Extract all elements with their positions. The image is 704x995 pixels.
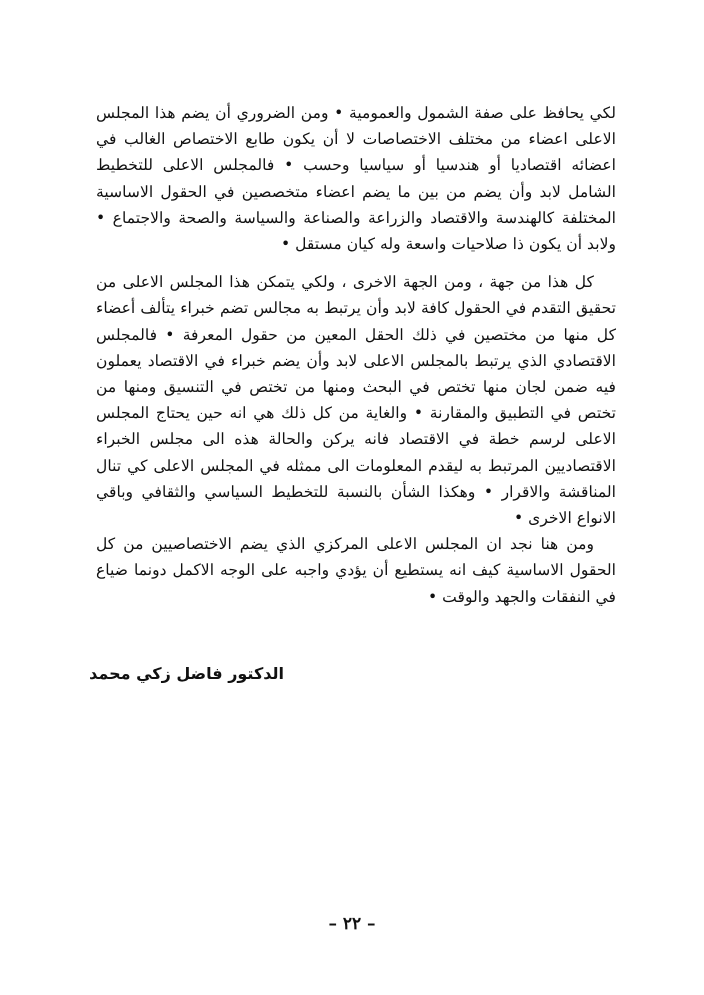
page-number: – ٢٢ – — [328, 914, 376, 934]
author-signature: الدكتور فاضل زكي محمد — [89, 664, 284, 683]
paragraph-2: كل هذا من جهة ، ومن الجهة الاخرى ، ولكي يتمكن هذا المجلس الاعلى من تحقيق التقدم في الحقول كافة لابد وأن يرتبط به مجالس تضم خبراء يتألف أعضاء كل منها من مختصين في ذلك الحقل المعين من حقول المعرفة • فالمجلس الاقتصادي الذي يرتبط بالمجلس الاعلى لابد وأن يضم خبراء في الاقتصاد يعملون فيه ضمن لجان منها تختص في البحث ومنها من تختص في التنسيق ومنها من تختص في التطبيق والمقارنة • والغاية من كل ذلك هي انه حين يحتاج المجلس الاعلى لرسم خطة في الاقتصاد فانه يركن والحالة هذه الى مجلس الخبراء الاقتصاديين المرتبط به ليقدم المعلومات الى ممثله في المجلس الاعلى كي تنال المناقشة والاقرار • وهكذا الشأن بالنسبة للتخطيط السياسي والثقافي وباقي الانواع الاخرى • — [96, 273, 616, 528]
paragraph-1: لكي يحافظ على صفة الشمول والعمومية • ومن الضروري أن يضم هذا المجلس الاعلى اعضاء من مختلف الاختصاصات لا أن يكون طابع الاختصاص الغالب في اعضائه اقتصاديا أو هندسيا أو سياسيا وحسب • فالمجلس الاعلى للتخطيط الشامل لابد وأن يضم من بين ما يضم اعضاء متخصصين في الحقول الاساسية المختلفة كالهندسة والاقتصاد والزراعة والصناعة والسياسة والصحة والاجتماع • ولابد أن يكون ذا صلاحيات واسعة وله كيان مستقل • — [96, 104, 616, 254]
paragraph-3: ومن هنا نجد ان المجلس الاعلى المركزي الذي يضم الاختصاصيين من كل الحقول الاساسية كيف انه يستطيع أن يؤدي واجبه على الوجه الاكمل دونما ضياع في النفقات والجهد والوقت • — [96, 535, 616, 606]
body-text — [96, 100, 616, 610]
